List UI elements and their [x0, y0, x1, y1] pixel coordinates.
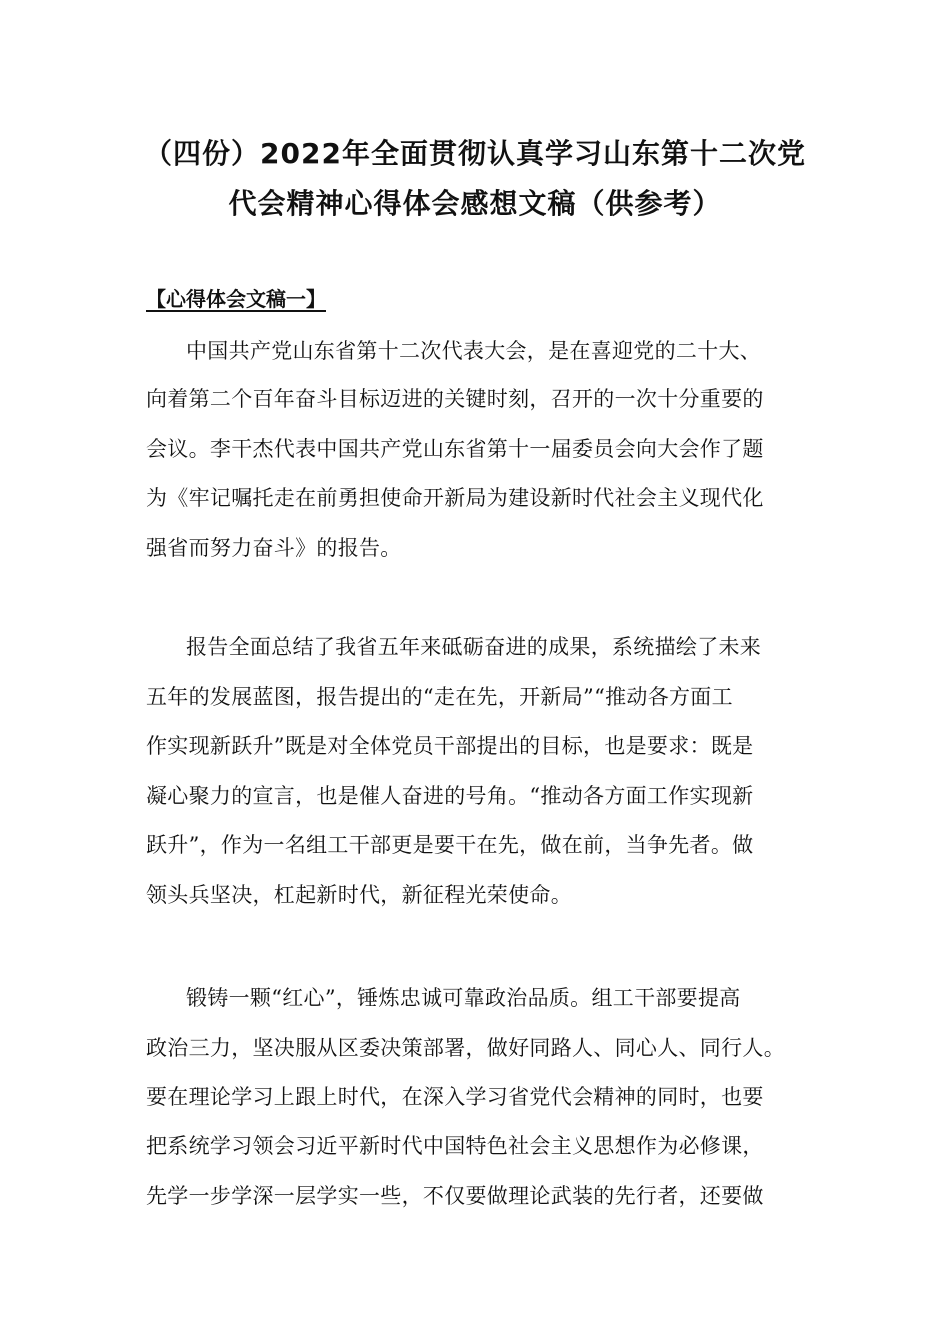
paragraph-1-line-5: 强省而努力奋斗》的报告。 [146, 536, 402, 560]
paragraph-2-line-1: 报告全面总结了我省五年来砥砺奋进的成果，系统描绘了未来 [186, 635, 762, 659]
document-title-line-1: （四份）2022年全面贯彻认真学习山东第十二次党 [144, 137, 806, 170]
paragraph-2-line-4: 凝心聚力的宣言，也是催人奋进的号角。“推动各方面工作实现新 [146, 784, 754, 808]
paragraph-2-line-2: 五年的发展蓝图，报告提出的“走在先，开新局”“推动各方面工 [146, 685, 733, 709]
paragraph-3-line-4: 把系统学习领会习近平新时代中国特色社会主义思想作为必修课， [146, 1134, 764, 1158]
section-heading: 【心得体会文稿一】 [146, 287, 326, 311]
paragraph-1-line-1: 中国共产党山东省第十二次代表大会，是在喜迎党的二十大、 [186, 339, 762, 363]
paragraph-3-line-1: 锻铸一颗“红心”，锤炼忠诚可靠政治品质。组工干部要提高 [186, 986, 741, 1010]
paragraph-3-line-2: 政治三力，坚决服从区委决策部署，做好同路人、同心人、同行人。 [146, 1036, 785, 1060]
paragraph-2-line-3: 作实现新跃升”既是对全体党员干部提出的目标，也是要求：既是 [146, 734, 754, 758]
document-title-line-2: 代会精神心得体会感想文稿（供参考） [228, 187, 722, 220]
paragraph-3-line-3: 要在理论学习上跟上时代，在深入学习省党代会精神的同时，也要 [146, 1085, 764, 1109]
paragraph-1-line-4: 为《牢记嘱托走在前勇担使命开新局为建设新时代社会主义现代化 [146, 486, 764, 510]
paragraph-1-line-3: 会议。李干杰代表中国共产党山东省第十一届委员会向大会作了题 [146, 437, 764, 461]
paragraph-2-line-5: 跃升”，作为一名组工干部更是要干在先，做在前，当争先者。做 [146, 833, 754, 857]
paragraph-2-line-6: 领头兵坚决，杠起新时代，新征程光荣使命。 [146, 883, 572, 907]
paragraph-3-line-5: 先学一步学深一层学实一些，不仅要做理论武装的先行者，还要做 [146, 1184, 764, 1208]
paragraph-1-line-2: 向着第二个百年奋斗目标迈进的关键时刻，召开的一次十分重要的 [146, 387, 764, 411]
